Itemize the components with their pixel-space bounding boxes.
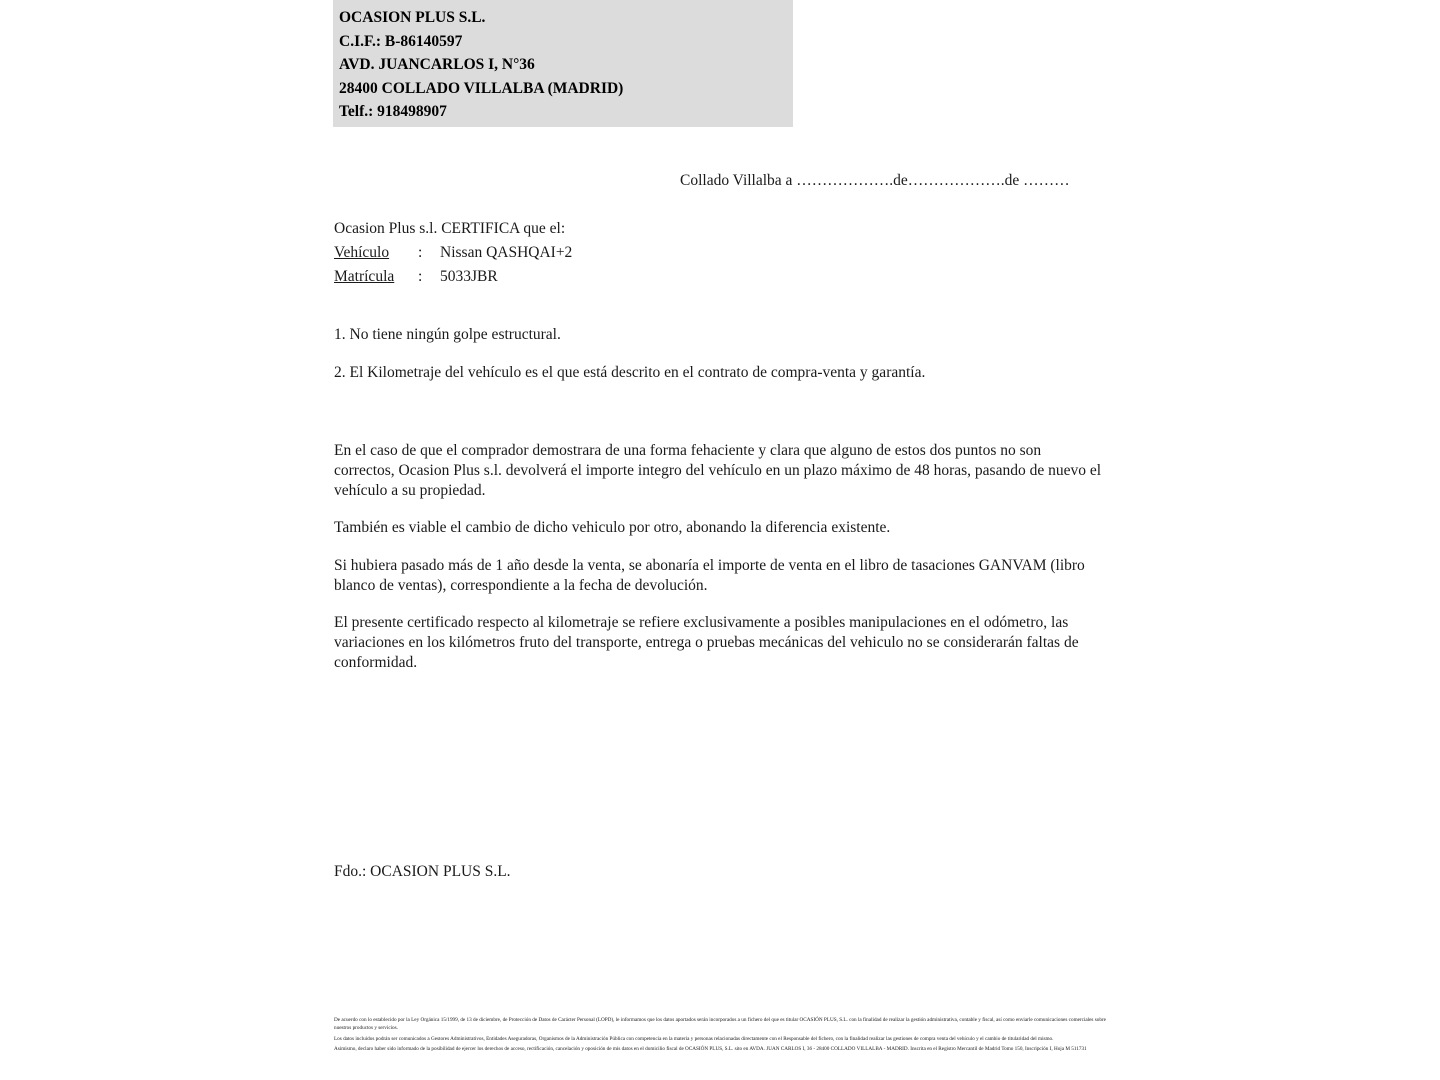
plate-row	[334, 265, 572, 289]
company-street: AVD. JUANCARLOS I, N°36	[339, 56, 535, 73]
certification-block	[334, 217, 572, 289]
vehicle-value: Nissan QASHQAI+2	[440, 244, 573, 261]
company-letterhead	[333, 0, 793, 127]
vehicle-separator: :	[418, 244, 423, 261]
vehicle-label: Vehículo	[334, 244, 390, 261]
plate-value: 5033JBR	[440, 268, 498, 285]
paragraph-exchange: También es viable el cambio de dicho vehiculo por otro, abonando la diferencia existente.	[334, 519, 891, 536]
dateline: Collado Villalba a ……………….de……………….de ………	[680, 172, 1070, 189]
legal-paragraph-1: De acuerdo con lo establecido por la Ley Orgánica 15/1999, de 13 de diciembre, de Protección de Datos de Carácter Personal (LOPD), le informamos que los datos aportados serán incorporados a un fichero del que es titular OCASIÓN PLUS, S.L. con la finalidad de realizar la gestión administrativa, contable y fiscal, así como enviarle comunicaciones comerciales sobre nuestros productos y servicios.	[334, 1017, 1106, 1031]
paragraph-refund: En el caso de que el comprador demostrara de una forma fehaciente y clara que alguno de estos dos puntos no son correctos, Ocasion Plus s.l. devolverá el importe integro del vehículo en un plazo máximo de 48 horas, pasando de nuevo el vehículo a su propiedad.	[334, 442, 1102, 499]
legal-footer	[334, 1017, 1106, 1057]
legal-paragraph-3: Asimismo, declaro haber sido informado de la posibilidad de ejercer los derechos de acceso, rectificación, cancelación y oposición de mis datos en el domicilio fiscal de OCASIÓN PLUS, S.L. sito en AVDA. JUAN CARLOS I, 36 - 28400 COLLADO VILLALBA - MADRID. Inscrita en el Registro Mercantil de Madrid Tomo 150, Inscripción I, Hoja M 511731	[334, 1046, 1087, 1053]
plate-label: Matrícula	[334, 268, 395, 285]
legal-paragraph-2: Los datos incluidos podrán ser comunicados a Gestores Administrativos, Entidades Aseguradoras, Organismos de la Administración Pública con competencia en la materia y personas relacionadas directamente con el Responsable del fichero, con la finalidad realizar las gestiones de compra venta del vehículo y el cambio de titularidad del mismo.	[334, 1035, 1054, 1042]
paragraph-ganvam: Si hubiera pasado más de 1 año desde la venta, se abonaría el importe de venta en el libro de tasaciones GANVAM (libro blanco de ventas), correspondiente a la fecha de devolución.	[334, 557, 1085, 594]
clause-2: 2. El Kilometraje del vehículo es el que está descrito en el contrato de compra-venta y garantía.	[334, 364, 926, 381]
company-cif: C.I.F.: B-86140597	[339, 32, 463, 50]
company-name: OCASION PLUS S.L.	[339, 9, 486, 26]
certifies-intro: Ocasion Plus s.l. CERTIFICA que el:	[334, 220, 566, 237]
company-phone: Telf.: 918498907	[339, 103, 447, 120]
plate-separator: :	[418, 268, 423, 285]
clause-1: 1. No tiene ningún golpe estructural.	[334, 326, 561, 343]
signature-line: Fdo.: OCASION PLUS S.L.	[334, 863, 511, 880]
vehicle-row	[334, 241, 572, 265]
paragraph-odometer: El presente certificado respecto al kilometraje se refiere exclusivamente a posibles manipulaciones en el odómetro, las variaciones en los kilómetros fruto del transporte, entrega o pruebas mecánicas del vehiculo no se considerarán faltas de conformidad.	[334, 614, 1079, 671]
company-city: 28400 COLLADO VILLALBA (MADRID)	[339, 79, 624, 97]
